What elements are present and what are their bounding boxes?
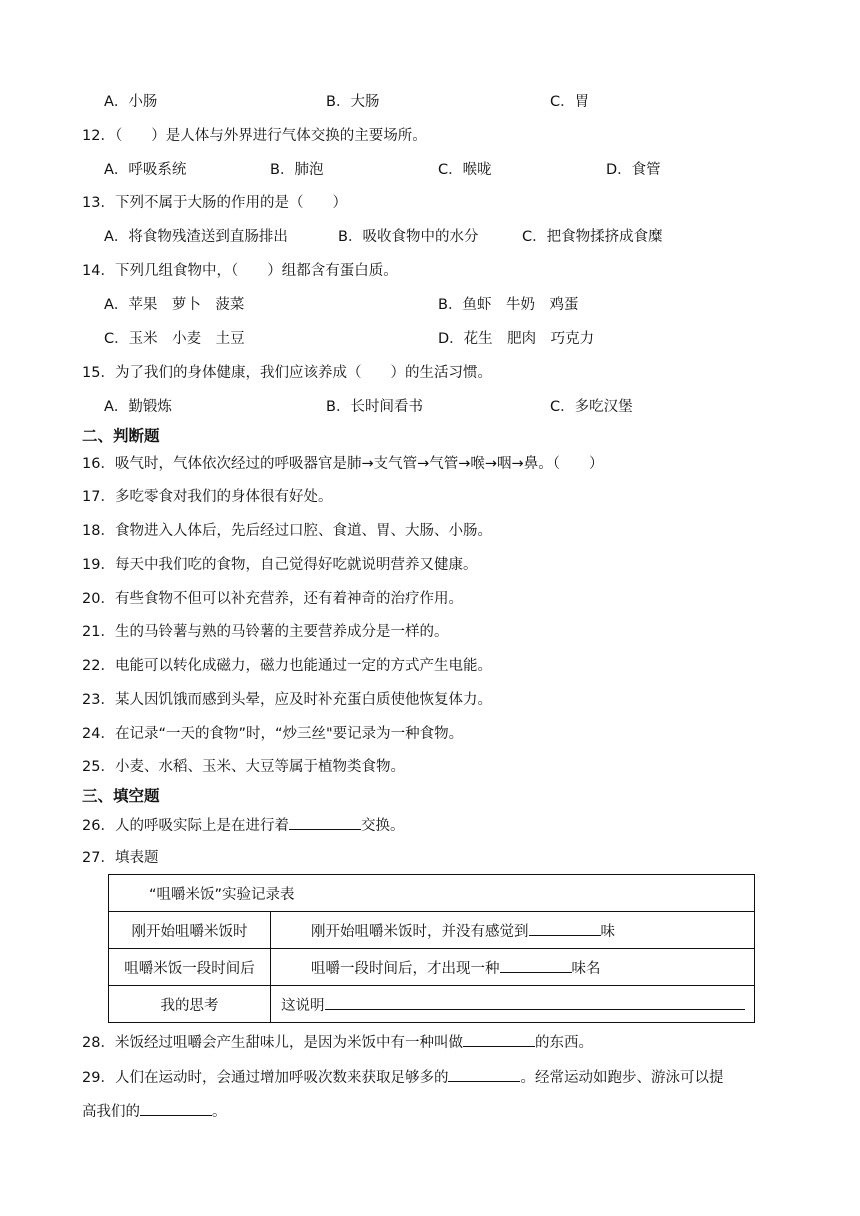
row-label: 刚开始咀嚼米饭时 [109, 912, 271, 949]
question-text: 下列几组食物中，（ ）组都含有蛋白质。 [114, 263, 398, 279]
question-text: 填表题 [114, 850, 159, 866]
question-number: 23． [82, 692, 115, 708]
question-text: 有些食物不但可以补充营养，还有着神奇的治疗作用。 [114, 591, 463, 607]
question-text: 在记录“一天的食物”时，“炒三丝"要记录为一种食物。 [114, 726, 464, 742]
question-number: 14． [82, 263, 115, 279]
question-18 [82, 521, 492, 541]
row-text: 刚开始咀嚼米饭时，并没有感觉到 [311, 923, 529, 940]
row-text-end: 味 [600, 923, 615, 940]
q12-option-c: C．喉咙 [438, 162, 492, 178]
q13-option-c: C．把食物揉挤成食糜 [522, 229, 663, 245]
question-text: 下列不属于大肠的作用的是（ ） [114, 195, 347, 211]
question-21 [82, 622, 448, 642]
question-number: 27． [82, 850, 115, 866]
q14-option-a: A．苹果 萝卜 菠菜 [104, 297, 245, 313]
answer-blank[interactable] [500, 958, 572, 973]
question-text: 人的呼吸实际上是在进行着 [114, 818, 289, 834]
q12-option-d: D．食管 [606, 162, 661, 178]
row-label: 我的思考 [109, 986, 271, 1023]
question-text: 多吃零食对我们的身体很有好处。 [114, 489, 333, 505]
question-15 [82, 363, 492, 383]
question-29 [82, 1067, 723, 1088]
experiment-record-table [108, 874, 755, 1023]
question-29-line2 [82, 1101, 227, 1122]
question-25 [82, 757, 405, 777]
row-content [271, 949, 755, 986]
question-text: 高我们的 [82, 1104, 140, 1120]
question-number: 22． [82, 658, 115, 674]
question-text: 每天中我们吃的食物，自己觉得好吃就说明营养又健康。 [114, 557, 478, 573]
question-text: 电能可以转化成磁力，磁力也能通过一定的方式产生电能。 [114, 658, 492, 674]
question-text-end: 交换。 [360, 818, 405, 834]
question-14 [82, 261, 398, 281]
q12-option-a: A．呼吸系统 [104, 162, 187, 178]
question-number: 25． [82, 759, 115, 775]
question-number: 26． [82, 818, 115, 834]
answer-blank[interactable] [325, 995, 745, 1010]
question-19 [82, 555, 477, 575]
question-28 [82, 1032, 593, 1053]
table-title: “咀嚼米饭”实验记录表 [109, 875, 755, 912]
table-row [109, 986, 755, 1023]
question-text-mid: 。经常运动如跑步、游泳可以提 [520, 1070, 724, 1086]
question-text-end: 的东西。 [534, 1035, 593, 1051]
answer-blank[interactable] [289, 815, 361, 830]
row-text: 咀嚼一段时间后，才出现一种 [311, 960, 500, 977]
row-label: 咀嚼米饭一段时间后 [109, 949, 271, 986]
section-heading-fill-in: 三、填空题 [82, 787, 160, 805]
question-22 [82, 656, 492, 676]
q14-option-d: D．花生 肥肉 巧克力 [438, 331, 595, 347]
q15-option-a: A．勤锻炼 [104, 399, 172, 415]
question-number: 17． [82, 489, 115, 505]
answer-blank[interactable] [463, 1032, 535, 1047]
q14-option-b: B．鱼虾 牛奶 鸡蛋 [438, 297, 579, 313]
question-text: 为了我们的身体健康，我们应该养成（ ）的生活习惯。 [114, 365, 492, 381]
answer-blank[interactable] [529, 921, 601, 936]
question-23 [82, 690, 492, 710]
question-number: 21． [82, 624, 115, 640]
question-27 [82, 848, 158, 868]
row-text-end: 味名 [571, 960, 601, 977]
question-text: 食物进入人体后，先后经过口腔、食道、胃、大肠、小肠。 [114, 523, 492, 539]
question-number: 24． [82, 726, 115, 742]
table-row [109, 912, 755, 949]
answer-blank[interactable] [448, 1067, 520, 1082]
q14-option-c: C．玉米 小麦 土豆 [104, 331, 245, 347]
question-number: 18． [82, 523, 115, 539]
question-text: 吸气时，气体依次经过的呼吸器官是肺→支气管→气管→喉→咽→鼻。（ ） [114, 456, 604, 472]
question-number: 13． [82, 195, 115, 211]
question-number: 16． [82, 456, 115, 472]
question-12 [82, 126, 427, 146]
q12-option-b: B．肺泡 [270, 162, 324, 178]
question-24 [82, 724, 463, 744]
section-heading-judgement: 二、判断题 [82, 427, 160, 445]
question-text: 某人因饥饿而感到头晕，应及时补充蛋白质使他恢复体力。 [114, 692, 492, 708]
q11-option-c: C．胃 [550, 94, 590, 110]
answer-blank[interactable] [140, 1101, 212, 1116]
q13-option-a: A．将食物残渣送到直肠排出 [104, 229, 288, 245]
q11-option-a: A．小肠 [104, 94, 158, 110]
question-number: 15． [82, 365, 115, 381]
q11-option-b: B．大肠 [326, 94, 380, 110]
question-text-end: 。 [212, 1104, 227, 1120]
question-20 [82, 589, 463, 609]
table-row [109, 949, 755, 986]
row-content [271, 986, 755, 1023]
question-number: 28． [82, 1035, 115, 1051]
question-number: 29． [82, 1070, 115, 1086]
question-number: 12． [82, 128, 115, 144]
q15-option-b: B．长时间看书 [326, 399, 423, 415]
question-text: 人们在运动时，会通过增加呼吸次数来获取足够多的 [114, 1070, 449, 1086]
question-text: 米饭经过咀嚼会产生甜味儿，是因为米饭中有一种叫做 [114, 1035, 463, 1051]
question-text: 生的马铃薯与熟的马铃薯的主要营养成分是一样的。 [114, 624, 449, 640]
question-text: 小麦、水稻、玉米、大豆等属于植物类食物。 [114, 759, 405, 775]
row-content [271, 912, 755, 949]
row-text: 这说明 [281, 997, 325, 1014]
q15-option-c: C．多吃汉堡 [550, 399, 633, 415]
question-17 [82, 487, 332, 507]
q13-option-b: B．吸收食物中的水分 [338, 229, 479, 245]
question-text: （ ）是人体与外界进行气体交换的主要场所。 [114, 128, 427, 144]
question-26 [82, 815, 404, 836]
question-number: 20． [82, 591, 115, 607]
question-16 [82, 454, 603, 474]
question-13 [82, 193, 347, 213]
question-number: 19． [82, 557, 115, 573]
